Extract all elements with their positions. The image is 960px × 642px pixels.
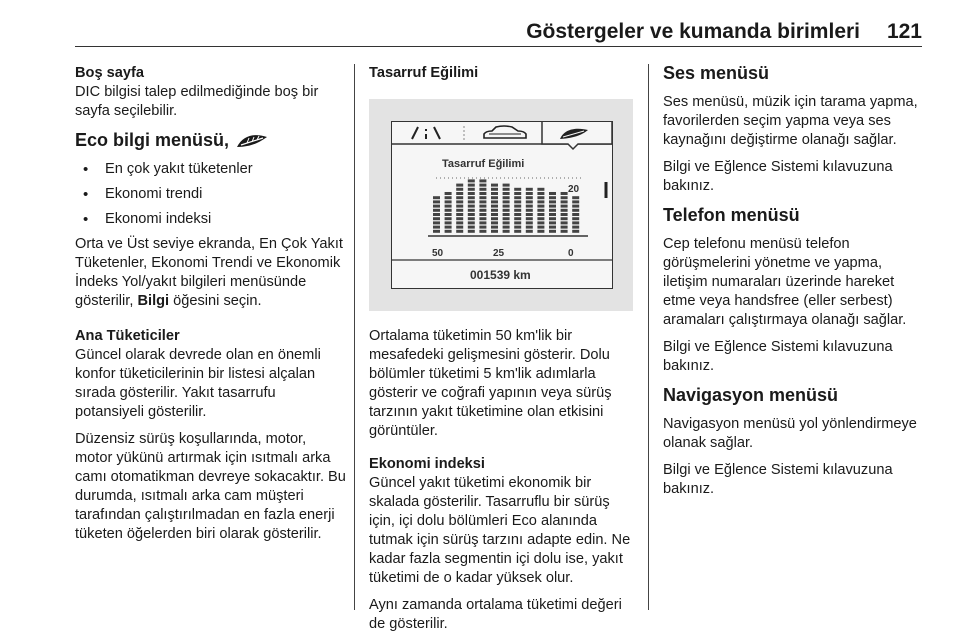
bar-segment	[433, 221, 440, 224]
column-divider-1	[354, 64, 355, 610]
bar-segment	[526, 192, 533, 195]
bar-segment	[561, 192, 568, 195]
bar-segment	[526, 188, 533, 191]
bar-segment	[468, 221, 475, 224]
bar-segment	[503, 200, 510, 203]
column-3	[663, 64, 925, 507]
bar-segment	[503, 217, 510, 220]
bar-segment	[491, 205, 498, 208]
trend-bars	[433, 179, 579, 232]
bar-segment	[479, 196, 486, 199]
page-header	[75, 18, 922, 47]
bar-segment	[468, 230, 475, 233]
bar-segment	[491, 213, 498, 216]
bar-segment	[514, 209, 521, 212]
bar-segment	[468, 200, 475, 203]
tasarruf-egilimi-text: Ortalama tüketimin 50 km'lik bir mesafedeki gelişmesini gösterir. Dolu bölümler tüketimi 5 km'lik adımlarla gösterir ve coğrafi yapının veya sürüş tarzının yakıt tüketimine olan etkisini görüntüler.	[369, 328, 612, 439]
bar-segment	[561, 213, 568, 216]
bar-segment	[561, 200, 568, 203]
eco-description	[75, 235, 347, 311]
ana-tuketiciler-text2: Düzensiz sürüş koşullarında, motor, motor yükünü artırmak için ısıtmalı arka camı otomatikman devreye sokacaktır. Bu durumda, ısıtmalı arka cam müşteri tarafından çalıştırılmadan en fazla enerji tüketen öğelerden biri olarak gösterilir.	[75, 431, 346, 542]
bar-segment	[561, 221, 568, 224]
bar-segment	[456, 188, 463, 191]
bar-segment	[445, 213, 452, 216]
bar-segment	[445, 200, 452, 203]
bar-segment	[491, 196, 498, 199]
bar-segment	[491, 217, 498, 220]
ana-tuketiciler-text1: Güncel olarak devrede olan en önemli konfor tüketicilerinin bir listesi alçalan sırada gösterilir. Yakıt tasarrufu potansiyeli gösterilir.	[75, 347, 321, 420]
bar-segment	[456, 226, 463, 229]
bar-segment	[433, 209, 440, 212]
bar-segment	[561, 205, 568, 208]
bar-segment	[445, 230, 452, 233]
column-divider-2	[648, 64, 649, 610]
navigasyon-menusu-text2: Bilgi ve Eğlence Sistemi kılavuzuna bakınız.	[663, 462, 893, 497]
bar-segment	[503, 230, 510, 233]
telefon-menusu-heading: Telefon menüsü	[663, 205, 800, 225]
bar-segment	[514, 205, 521, 208]
bar-segment	[445, 217, 452, 220]
list-item: • En çok yakıt tüketenler	[75, 160, 347, 179]
display-scale-max: 20	[568, 184, 580, 195]
bar-segment	[456, 217, 463, 220]
bar-segment	[572, 200, 579, 203]
bar-segment	[572, 205, 579, 208]
bar-segment	[468, 179, 475, 182]
bar-segment	[549, 217, 556, 220]
bar-segment	[572, 226, 579, 229]
column-2	[369, 64, 633, 642]
eco-description-part2: öğesini seçin.	[173, 293, 262, 309]
bar-segment	[572, 221, 579, 224]
bar-segment	[514, 188, 521, 191]
bar-segment	[468, 209, 475, 212]
bar-segment	[537, 221, 544, 224]
bar-segment	[433, 200, 440, 203]
bar-segment	[561, 196, 568, 199]
bar-segment	[491, 230, 498, 233]
telefon-menusu-text1: Cep telefonu menüsü telefon görüşmelerini yönetme ve yapma, iletişim numaraları üzerinde hareket etme veya handsfree (eller serbest) aramaları çalıştırmaya olanağı sağlar.	[663, 236, 907, 328]
bar-segment	[549, 200, 556, 203]
bar-segment	[468, 184, 475, 187]
bar-segment	[456, 196, 463, 199]
display-tick-25: 25	[493, 248, 505, 259]
bar-segment	[456, 192, 463, 195]
bar-segment	[468, 188, 475, 191]
bar-segment	[503, 188, 510, 191]
bos-sayfa-heading: Boş sayfa	[75, 65, 144, 81]
eco-description-part1: Orta ve Üst seviye ekranda, En Çok Yakıt Tüketenler, Ekonomi Trendi ve Ekonomik İndeks Yol/yakıt bilgileri menüsünde gösterilir,	[75, 236, 343, 309]
bar-segment	[445, 196, 452, 199]
bar-segment	[526, 196, 533, 199]
bar-segment	[445, 192, 452, 195]
bar-segment	[514, 221, 521, 224]
bar-segment	[468, 192, 475, 195]
bar-segment	[433, 226, 440, 229]
car-icon	[484, 126, 526, 138]
bar-segment	[561, 230, 568, 233]
page-title: Göstergeler ve kumanda birimleri	[526, 20, 860, 43]
bar-segment	[479, 179, 486, 182]
bar-segment	[456, 184, 463, 187]
bar-segment	[468, 196, 475, 199]
bar-segment	[561, 209, 568, 212]
bar-segment	[514, 213, 521, 216]
bar-segment	[456, 213, 463, 216]
bar-segment	[561, 217, 568, 220]
bar-segment	[445, 205, 452, 208]
bar-segment	[549, 196, 556, 199]
bar-segment	[491, 221, 498, 224]
bar-segment	[549, 205, 556, 208]
bar-segment	[491, 192, 498, 195]
bar-segment	[503, 184, 510, 187]
bar-segment	[503, 196, 510, 199]
bar-segment	[503, 221, 510, 224]
bar-segment	[479, 184, 486, 187]
bar-segment	[491, 226, 498, 229]
eco-items-list	[75, 160, 347, 229]
eco-menu-heading-text: Eco bilgi menüsü,	[75, 130, 230, 150]
list-item: • Ekonomi trendi	[75, 185, 347, 204]
bar-segment	[514, 217, 521, 220]
bar-segment	[479, 188, 486, 191]
bar-segment	[526, 230, 533, 233]
bar-segment	[549, 192, 556, 195]
bar-segment	[514, 196, 521, 199]
bar-segment	[456, 209, 463, 212]
bar-segment	[503, 226, 510, 229]
display-tick-50: 50	[432, 248, 444, 259]
page-number: 121	[886, 20, 922, 43]
column-1	[75, 64, 347, 552]
bar-segment	[491, 200, 498, 203]
tasarruf-egilimi-heading: Tasarruf Eğilimi	[369, 65, 479, 81]
bar-segment	[572, 217, 579, 220]
bar-segment	[503, 205, 510, 208]
bar-segment	[549, 221, 556, 224]
bar-segment	[433, 205, 440, 208]
bar-segment	[433, 213, 440, 216]
ses-menusu-heading: Ses menüsü	[663, 63, 770, 83]
bar-segment	[479, 209, 486, 212]
bar-segment	[514, 192, 521, 195]
bar-segment	[549, 213, 556, 216]
bar-segment	[537, 226, 544, 229]
bar-segment	[526, 200, 533, 203]
bar-segment	[468, 226, 475, 229]
bar-segment	[526, 209, 533, 212]
bar-segment	[514, 200, 521, 203]
bar-segment	[445, 221, 452, 224]
navigasyon-menusu-text1: Navigasyon menüsü yol yönlendirmeye olanak sağlar.	[663, 416, 917, 451]
bar-segment	[456, 200, 463, 203]
bar-segment	[433, 196, 440, 199]
bar-segment	[537, 205, 544, 208]
bar-segment	[561, 226, 568, 229]
bar-segment	[479, 200, 486, 203]
ekonomi-indeksi-heading: Ekonomi indeksi	[369, 456, 485, 472]
bos-sayfa-text: DIC bilgisi talep edilmediğinde boş bir sayfa seçilebilir.	[75, 84, 319, 119]
display-tick-0: 0	[568, 248, 574, 259]
bar-segment	[537, 230, 544, 233]
bar-segment	[537, 188, 544, 191]
bar-segment	[479, 213, 486, 216]
bar-segment	[526, 217, 533, 220]
display-figure	[369, 99, 633, 311]
ekonomi-indeksi-text2: Aynı zamanda ortalama tüketimi değeri de gösterilir.	[369, 597, 622, 632]
bar-segment	[526, 226, 533, 229]
bar-segment	[537, 192, 544, 195]
bar-segment	[491, 184, 498, 187]
bar-segment	[503, 192, 510, 195]
ana-tuketiciler-heading: Ana Tüketiciler	[75, 328, 180, 344]
bar-segment	[433, 230, 440, 233]
bar-segment	[572, 230, 579, 233]
road-icon	[412, 127, 440, 139]
bar-segment	[468, 205, 475, 208]
bar-segment	[572, 209, 579, 212]
bar-segment	[526, 221, 533, 224]
bar-segment	[503, 213, 510, 216]
eco-description-bold: Bilgi	[137, 293, 170, 309]
bar-segment	[537, 217, 544, 220]
bar-segment	[456, 205, 463, 208]
eco-leaf-icon	[235, 133, 269, 149]
bar-segment	[456, 230, 463, 233]
bar-segment	[537, 200, 544, 203]
bar-segment	[479, 226, 486, 229]
telefon-menusu-text2: Bilgi ve Eğlence Sistemi kılavuzuna bakınız.	[663, 339, 893, 374]
bar-segment	[526, 213, 533, 216]
dic-display	[391, 121, 613, 289]
ekonomi-indeksi-text1: Güncel yakıt tüketimi ekonomik bir skalada gösterilir. Tasarruflu bir sürüş için, içi dolu bölümleri Eco alanında tutmak için sürüş tarzını adapte edin. Ne kadar fazla segmentin içi dolu ise, yakıt tüketimi de o kadar yüksek olur.	[369, 475, 631, 586]
bar-segment	[468, 217, 475, 220]
bar-segment	[514, 226, 521, 229]
bar-segment	[445, 226, 452, 229]
bar-segment	[537, 209, 544, 212]
bar-segment	[491, 188, 498, 191]
display-odometer: 001539 km	[470, 268, 531, 282]
bar-segment	[456, 221, 463, 224]
bar-segment	[468, 213, 475, 216]
bar-segment	[549, 226, 556, 229]
list-item: • Ekonomi indeksi	[75, 210, 347, 229]
bar-segment	[572, 213, 579, 216]
bar-segment	[433, 217, 440, 220]
bar-segment	[479, 205, 486, 208]
eco-menu-heading	[75, 131, 347, 150]
bar-segment	[526, 205, 533, 208]
bar-segment	[479, 192, 486, 195]
bar-segment	[537, 213, 544, 216]
bar-segment	[445, 209, 452, 212]
ses-menusu-text1: Ses menüsü, müzik için tarama yapma, favorilerden seçim yapma veya ses kaynağını değiştirme olanağı sağlar.	[663, 94, 918, 148]
navigasyon-menusu-heading: Navigasyon menüsü	[663, 385, 839, 405]
bar-segment	[549, 209, 556, 212]
bar-segment	[537, 196, 544, 199]
bar-segment	[479, 217, 486, 220]
bar-segment	[549, 230, 556, 233]
display-graphics	[392, 122, 612, 288]
bar-segment	[514, 230, 521, 233]
bar-segment	[479, 230, 486, 233]
bar-segment	[491, 209, 498, 212]
bar-segment	[479, 221, 486, 224]
bar-segment	[503, 209, 510, 212]
display-title: Tasarruf Eğilimi	[442, 158, 525, 170]
ses-menusu-text2: Bilgi ve Eğlence Sistemi kılavuzuna bakınız.	[663, 159, 893, 194]
